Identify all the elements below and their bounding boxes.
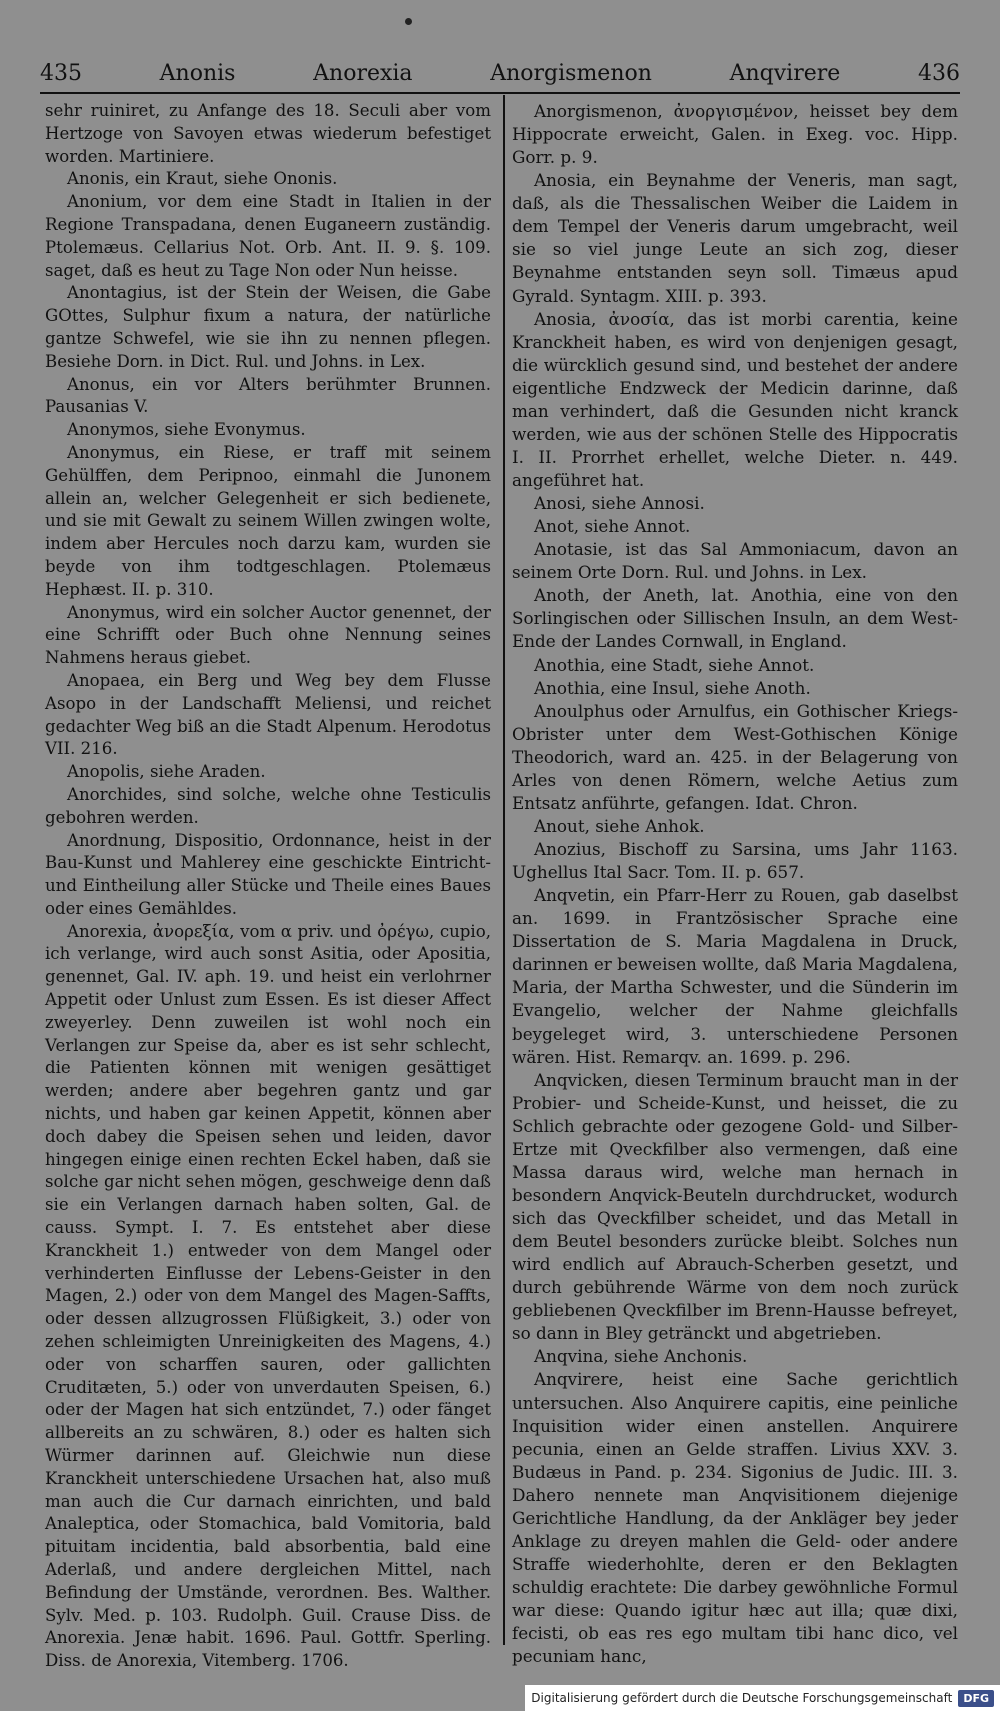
header-word-anorexia: Anorexia: [313, 60, 413, 86]
page-number-right: 436: [917, 60, 960, 86]
dictionary-entry: Anontagius, ist der Stein der Weisen, die Gabe GOttes, Sulphur fixum a natura, der natürliche gantze Schwefel, wie sie ihn zu nennen pflegen. Besiehe Dorn. in Dict. Rul. und Johns. in Lex.: [45, 283, 491, 371]
dictionary-entry: Anotasie, ist das Sal Ammoniacum, davon an seinem Orte Dorn. Rul. und Johns. in Lex.: [512, 539, 958, 583]
dictionary-entry: Anqvina, siehe Anchonis.: [534, 1346, 748, 1367]
dictionary-entry: Anqvirere, heist eine Sache gerichtlich untersuchen. Also Anquirere capitis, eine peinliche Inquisition wider einen anstellen. Anquirere pecunia, einen an Gelde straffen. Livius XXV. 3. Budæus in Pand. p. 234. Sigonius de Judic. III. 3. Dahero nennete man Anqvisitionem diejenige Gerichtliche Handlung, da der Ankläger bey jeder Anklage zu dreyen mahlen die Geld- oder andere Straffe wiederhohlte, deren er den Beklagten schuldig erachtete: Die darbey gewöhnliche Formul war diese: Quando igitur hæc aut illa; quæ dixi, fecisti, ob eas res ego multam tibi hanc dico, vel pecuniam hanc,: [512, 1369, 958, 1667]
dictionary-entry: Anosi, siehe Annosi.: [534, 493, 705, 514]
header-word-anonis: Anonis: [159, 60, 236, 86]
right-column: [512, 100, 958, 1668]
dictionary-entry: Anqvetin, ein Pfarr-Herr zu Rouen, gab daselbst an. 1699. in Frantzösischer Sprache eine Dissertation de S. Maria Magdalena in Druck, darinnen er beweisen wollte, daß Maria Magdalena, Maria, der Martha Schwester, und die Sünderin im Evangelio, welcher der Nahme gleichfalls beygeleget wird, 3. unterschiedene Personen wären. Hist. Remarqv. an. 1699. p. 296.: [512, 885, 959, 1067]
dictionary-entry: Anothia, eine Insul, siehe Anoth.: [534, 677, 811, 698]
page-number-left: 435: [40, 60, 82, 86]
header-word-anorgismenon: Anorgismenon: [490, 60, 652, 86]
dictionary-entry: Anot, siehe Annot.: [534, 516, 691, 537]
dictionary-entry: Anopolis, siehe Araden.: [67, 762, 266, 782]
dictionary-entry: Anorexia, ἀνορεξία, vom α priv. und ὀρέγω, cupio, ich verlange, wird auch sonst Asitia, oder Apositia, genennet, Gal. IV. aph. 19. und heist ein verlohrner Appetit oder Unlust zum Essen. Es ist dieser Affect zweyerley. Denn zuweilen ist wohl noch ein Verlangen zur Speise da, aber es ist sehr schlecht, die Patienten können mit wenigen gesättiget werden; andere aber begehren gantz und gar nichts, und haben gar keinen Appetit, können aber doch dabey die Speisen sehen und leiden, davor hingegen einige einen rechten Eckel haben, daß sie solche gar nicht sehen mögen, geschweige denn daß sie ein Verlangen darnach haben solten, Gal. de causs. Sympt. I. 7. Es entstehet aber diese Kranckheit 1.) entweder von dem Mangel oder verhinderten Einflusse der Lebens-Geister in den Magen, 2.) oder von dem Mangel des Magen-Saffts, oder dessen allzugrossen Flüßigkeit, 3.) oder von zehen schleimigten Unreinigkeiten des Magens, 4.) oder von scharffen sauren, oder gallichten Cruditæten, 5.) oder von unverdauten Speisen, 6.) oder der Magen hat sich entzündet, 7.) oder fänget allbereits an zu schwären, 8.) oder es halten sich Würmer darinnen auf. Gleichwie nun diese Kranckheit unterschiedene Ursachen hat, also muß man auch die Cur darnach einrichten, und bald Analeptica, oder Stomachica, bald Vomitoria, bald pituitam incidentia, bald absorbentia, bald eine Aderlaß, und andere dergleichen Mittel, nach Befindung der Umstände, verordnen. Bes. Walther. Sylv. Med. p. 103. Rudolph. Guil. Crause Diss. de Anorexia. Jenæ habit. 1696. Paul. Gottfr. Sperling. Diss. de Anorexia, Vitemberg. 1706.: [45, 921, 491, 1671]
dictionary-entry: Anonymus, wird ein solcher Auctor genennet, der eine Schrifft oder Buch ohne Nennung seines Nahmens heraus giebet.: [45, 602, 491, 668]
dictionary-entry: Anonis, ein Kraut, siehe Ononis.: [67, 169, 338, 189]
dictionary-entry: Anopaea, ein Berg und Weg bey dem Flusse Asopo in der Landschafft Meliensi, und reichet gedachter Weg biß an die Stadt Alpenum. Herodotus VII. 216.: [45, 670, 491, 759]
dictionary-entry: Anonium, vor dem eine Stadt in Italien in der Regione Transpadana, denen Euganeern zuständig. Ptolemæus. Cellarius Not. Orb. Ant. II. 9. §. 109. saget, daß es heut zu Tage Non oder Nun heisse.: [45, 192, 491, 280]
dictionary-entry: Anosia, ἀνοσία, das ist morbi carentia, keine Kranckheit haben, es wird von denjenigen gesagt, die würcklich gesund sind, und bestehet der andere eigentliche Endzweck der Medicin darinne, daß man verhindert, daß die Gesunden nicht kranck werden, wie aus der schönen Stelle des Hippocratis I. II. Prorrhet erhellet, welche Dieter. n. 449. angeführet hat.: [512, 308, 958, 490]
page-header: [40, 56, 960, 90]
header-rule: [40, 92, 960, 94]
dictionary-entry: Anothia, eine Stadt, siehe Annot.: [534, 654, 815, 675]
dictionary-entry: Anorchides, sind solche, welche ohne Testiculis gebohren werden.: [45, 784, 491, 827]
header-word-anqvirere: Anqvirere: [729, 60, 841, 86]
dictionary-entry: Anqvicken, diesen Terminum braucht man in der Probier- und Scheide-Kunst, und heisset, die zu Schlich gebrachte oder gezogene Gold- und Silber-Ertze mit Qveckfilber also vermengen, daß eine Massa daraus wird, welche man hernach in besondern Anqvick-Beuteln durchdrucket, wodurch sich das Qveckfilber scheidet, und das Metall in dem Beutel besonders zurücke bleibt. Solches nun wird endlich auf Abrauch-Scherben gesetzt, und durch gebührende Wärme von dem noch zurück gebliebenen Qveckfilber im Brenn-Hausse befreyet, so dann in Bley getränckt und abgetrieben.: [512, 1069, 958, 1344]
dictionary-entry: Anoulphus oder Arnulfus, ein Gothischer Kriegs-Obrister unter dem West-Gothischen Könige Theodorich, ward an. 425. in der Belagerung von Arles von denen Römern, welche Aetius zum Entsatz anführte, gefangen. Idat. Chron.: [512, 700, 958, 813]
column-divider: [503, 95, 505, 1645]
dictionary-entry: Anordnung, Dispositio, Ordonnance, heist in der Bau-Kunst und Mahlerey eine geschickte Eintricht- und Eintheilung aller Stücke und Theile eines Baues oder eines Gemähldes.: [45, 830, 491, 918]
footer-text: Digitalisierung gefördert durch die Deutsche Forschungsgemeinschaft: [531, 1691, 953, 1705]
left-column: [45, 100, 491, 1673]
dictionary-entry: Anozius, Bischoff zu Sarsina, ums Jahr 1163. Ughellus Ital Sacr. Tom. II. p. 657.: [512, 839, 958, 883]
dictionary-entry: Anonus, ein vor Alters berühmter Brunnen. Pausanias V.: [45, 374, 491, 417]
dictionary-entry: Anorgismenon, ἀνοργισμένον, heisset bey dem Hippocrate erweicht, Galen. in Exeg. voc. Hipp. Gorr. p. 9.: [512, 101, 958, 168]
dictionary-entry: Anoth, der Aneth, lat. Anothia, eine von den Sorlingischen oder Sillischen Insuln, an dem West-Ende der Landes Cornwall, in England.: [512, 585, 958, 652]
dfg-logo: DFG: [958, 1690, 994, 1707]
dictionary-entry: Anout, siehe Anhok.: [534, 815, 705, 836]
ink-dot: [405, 18, 412, 25]
dictionary-entry: Anonymos, siehe Evonymus.: [67, 420, 306, 440]
dictionary-entry: sehr ruiniret, zu Anfange des 18. Seculi aber vom Hertzoge von Savoyen etwas wiederum befestiget worden. Martiniere.: [45, 101, 491, 166]
dictionary-entry: Anonymus, ein Riese, er traff mit seinem Gehülffen, dem Peripnoo, einmahl die Junonem allein an, welcher Gelegenheit er sich bedienete, und sie mit Gewalt zu seinem Willen zwingen wolte, indem aber Hercules noch darzu kam, wurden sie beyde von ihm todtgeschlagen. Ptolemæus Hephæst. II. p. 310.: [45, 442, 491, 599]
dictionary-entry: Anosia, ein Beynahme der Veneris, man sagt, daß, als die Thessalischen Weiber die Laidem in dem Tempel der Veneris darum umgebracht, weil sie so viel junge Leute an sich zog, dieser Beynahme entstanden seyn soll. Timæus apud Gyrald. Syntagm. XIII. p. 393.: [512, 170, 958, 306]
digitization-footer: [525, 1685, 1000, 1711]
